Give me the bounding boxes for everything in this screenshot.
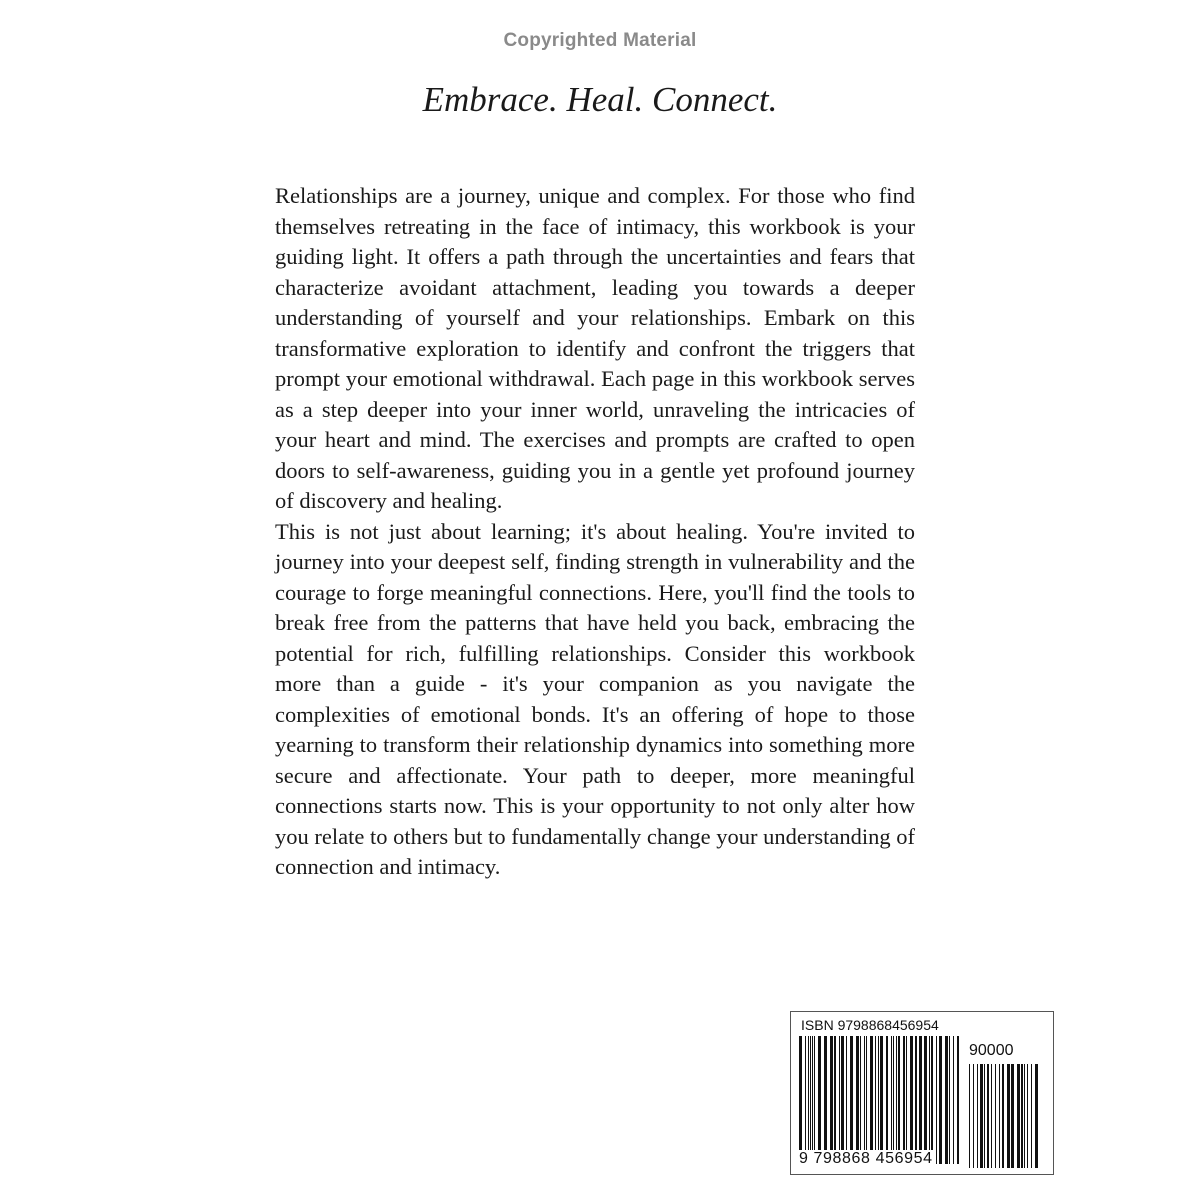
price-code: 90000 <box>969 1042 1014 1059</box>
addon-barcode-bars <box>969 1064 1045 1168</box>
tagline: Embrace. Heal. Connect. <box>422 80 778 119</box>
isbn-barcode <box>790 1011 1054 1175</box>
barcode-digits: 9 798868 456954 <box>799 1150 933 1167</box>
copyright-watermark-top: Copyrighted Material <box>503 30 697 51</box>
description-paragraph-1: Relationships are a journey, unique and complex. For those who find themselves retreating in the face of intimacy, this workbook is your guiding light. It offers a path through the uncertainties and fears that characterize avoidant attachment, leading you towards a deeper understanding of yourself and your relationships. Embark on this transformative exploration to identify and confront the triggers that prompt your emotional withdrawal. Each page in this workbook serves as a step deeper into your inner world, unraveling the intricacies of your heart and mind. The exercises and prompts are crafted to open doors to self-awareness, guiding you in a gentle yet profound journey of discovery and healing. <box>275 183 915 513</box>
description-paragraph-2: This is not just about learning; it's about healing. You're invited to journey into your deepest self, finding strength in vulnerability and the courage to forge meaningful connections. Here, you'll find the tools to break free from the patterns that have held you back, embracing the potential for rich, fulfilling relationships. Consider this workbook more than a guide - it's your companion as you navigate the complexities of emotional bonds. It's an offering of hope to those yearning to transform their relationship dynamics into something more secure and affectionate. Your path to deeper, more meaningful connections starts now. This is your opportunity to not only alter how you relate to others but to fundamentally change your understanding of connection and intimacy. <box>275 518 915 879</box>
main-barcode-bars <box>799 1036 961 1164</box>
book-description <box>275 181 915 883</box>
isbn-label: ISBN 9798868456954 <box>801 1017 939 1033</box>
